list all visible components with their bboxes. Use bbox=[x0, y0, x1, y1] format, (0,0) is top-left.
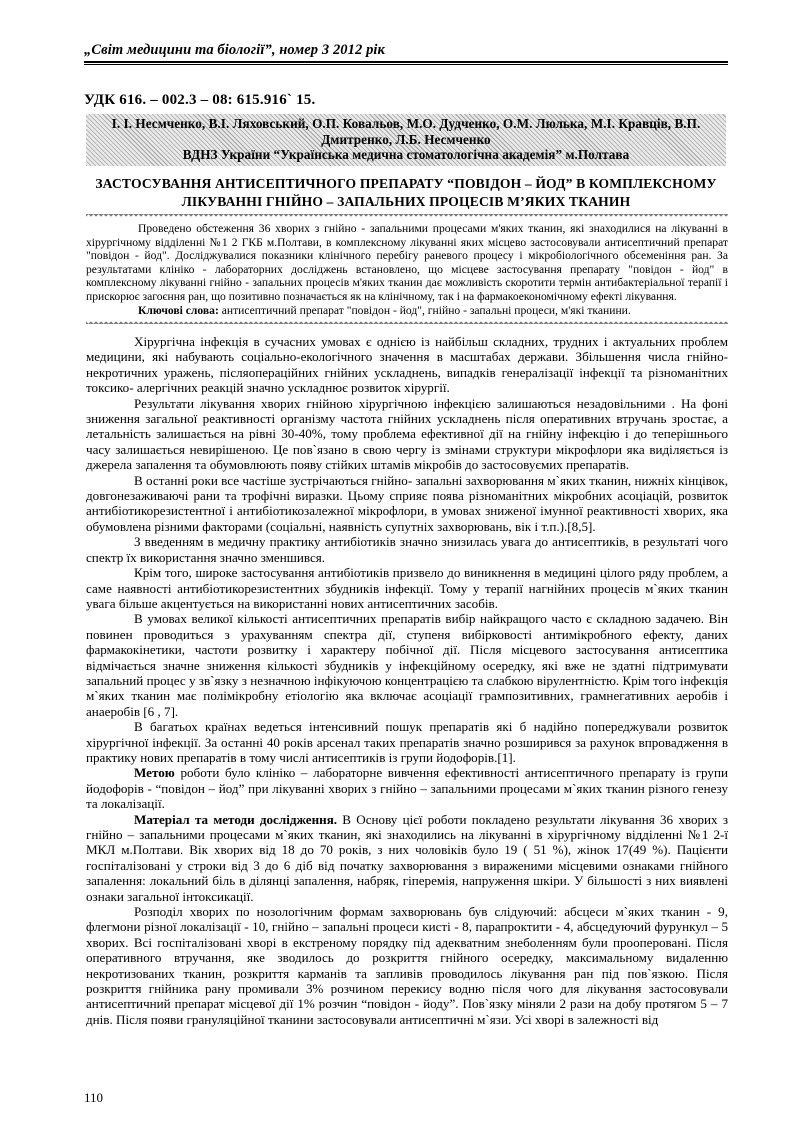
abstract-bottom-zigzag-rule bbox=[86, 318, 728, 324]
body-paragraph-text: В останні роки все частіше зустрічаються гнійно- запальні захворювання м`яких тканин, нижніх кінцівок, довгонезаживаючі рани та трофічні виразки. Цьому сприяє поява різноманітних мікробних асоціацій, розвиток антибіотикорезистентної і антибіотикозалежної мікрофлори, в умовах зниженої імунної реактивності хворих, яка обумовлена різними факторами (соціальні, наявність супутніх захворювань, вік і т.п.).[8,5]. bbox=[86, 472, 728, 534]
abstract-paragraph: Проведено обстеження 36 хворих з гнійно - запальними процесами м'яких тканин, які знаходилися на лікуванні в хірургічному відділенні №1 2 ГКБ м.Полтави, в комплексному лікуванні яких місцево застосовували антисептичний препарат "повідон - йод". Досліджувалися показники клінічного перебігу раневого процесу і мікробіологічного обсеменіння ран. За результатами клініко - лабораторних досліджень встановлено, що місцеве застосування препарату "повідон - йод" в комплексному лікуванні гнійно - запальних процесів м'яких тканин дає можливість скоротити термін антибактеріальної терапії і прискорює загоєння ран, що позитивно позначається як на клінічному, так і на фармакоекономічному ефекті лікування. bbox=[86, 222, 728, 303]
keywords-text: антисептичний препарат "повідон - йод", гнійно - запальні процеси, м'які тканини. bbox=[218, 303, 631, 317]
body-paragraph bbox=[86, 473, 728, 535]
article-title-line-1: ЗАСТОСУВАННЯ АНТИСЕПТИЧНОГО ПРЕПАРАТУ “ПОВІДОН – ЙОД” В КОМПЛЕКСНОМУ bbox=[95, 176, 717, 191]
authors-line-2: Дмитренко, Л.Б. Несмченко bbox=[321, 131, 491, 147]
body-paragraph-text: В багатьох країнах ведеться інтенсивний пошук препаратів які б надійно попереджували розвиток хірургічної інфекції. За останні 40 років арсенал таких препаратів значно розширився за рахунок впровадження в практику нових препаратів в тому числі антисептиків із групи йодофорів.[1]. bbox=[86, 719, 728, 765]
body-paragraph-text: З введенням в медичну практику антибіотиків значно знизилась увага до антисептиків, в результаті чого спектр їх використання значно зменшився. bbox=[86, 534, 728, 565]
body-paragraph bbox=[86, 611, 728, 719]
body-paragraph bbox=[86, 765, 728, 811]
running-head-rule-secondary bbox=[84, 64, 728, 65]
abstract-block bbox=[86, 214, 728, 324]
article-body bbox=[86, 334, 728, 1027]
body-paragraph-text: Крім того, широке застосування антибіотиків призвело до виникнення в медицині цілого ряду проблем, а саме наявності антибіотикорезистентних збудників інфекції. Тому у терапії нагнійних процесів м`яких тканин увага більше акцентується на використанні нових антисептичних засобів. bbox=[86, 565, 728, 611]
running-head-area bbox=[84, 42, 728, 65]
body-paragraph-text: роботи було клініко – лабораторне вивчення ефективності антисептичного препарату із групи йодофорів - “повідон – йод” при лікуванні хворих з гнійно – запальними процесами м`яких тканин різного генезу та локалізації. bbox=[86, 765, 728, 812]
keywords-label: Ключові слова: bbox=[138, 303, 219, 317]
authors-band bbox=[86, 114, 726, 166]
body-paragraph-lead: Матеріал та методи дослідження. bbox=[134, 811, 338, 827]
body-paragraph-text: В Основу цієї роботи покладено результати лікування 36 хворих з гнійно – запальними процесами м`яких тканин, які знаходились на лікуванні в хірургічному відділенні №1 2-ї МКЛ м.Полтави. Вік хворих від 18 до 70 років, з них чоловіків було 19 ( 51 %), жінок 17(49 %). Пацієнти госпіталізовані у строки від 3 до 6 діб від початку захворювання з вираженими місцевими ознаками гнійного запалення: локальний біль в ділянці запалення, набряк, гіперемія, напруження шкіри. У більшості з них виявлені ознаки загальної інтоксикації. bbox=[86, 811, 728, 904]
abstract-top-zigzag-rule bbox=[86, 214, 728, 220]
keywords-paragraph bbox=[86, 304, 728, 318]
authors-line-1: І. І. Несмченко, В.І. Ляховський, О.П. Ковальов, М.О. Дудченко, О.М. Люлька, М.І. Кравців, В.П. bbox=[111, 116, 701, 131]
body-paragraph-text: Розподіл хворих по нозологічним формам захворювань був слідуючий: абсцеси м`яких тканин - 9, флегмони різної локалізації - 10, гнійно – запальні процеси кисті - 8, парапроктити - 4, абсцедуючий фурункул – 5 хворих. Всі госпіталізовані хворі в екстреному порядку під адекватним знеболенням були прооперовані. Після оперативного втручання, яке зводилось до розкриття гнійного осередку, максимальному видаленню некротизованих тканин, розкриття карманів та запливів проводилось лікування ран під пов`язкою. Після розкриття гнійника рану промивали 3% розчином перекису водню після чого для лікування застосовували антисептичний препарат місцевої дії 1% розчин “повідон - йоду”. Пов`язку міняли 2 рази на добу протягом 5 – 7 днів. Після появи грануляційної тканини застосовували антисептичні м`язи. Усі хворі в залежності від bbox=[86, 904, 728, 1027]
body-paragraph bbox=[86, 334, 728, 396]
body-paragraph bbox=[86, 534, 728, 565]
body-paragraph-lead: Метою bbox=[134, 765, 175, 781]
article-title bbox=[86, 175, 726, 211]
body-paragraph bbox=[86, 904, 728, 1027]
body-paragraph-text: Результати лікування хворих гнійною хірургічною інфекцією залишаються незадовільними . На фоні зниження загальної реактивності організму частота гнійних ускладнень після оперативних втручань зростає, а летальність залишається на рівні 30-40%, тому проблема ефективної дії на гнійну інфекцію і до теперішнього часу залишається невирішеною. Це пов`язано в свою чергу із змінами структури мікрофлори яка виділяється із джерела запалення та обумовлюють появу стійких штамів мікробів до застосовуємих препаратів. bbox=[86, 395, 728, 473]
abstract-text bbox=[86, 220, 728, 318]
running-head-text: „Світ медицини та біології”, номер 3 2012 рік bbox=[84, 42, 385, 58]
body-paragraph bbox=[86, 565, 728, 611]
body-paragraph-text: Хірургічна інфекція в сучасних умовах є однією із найбільш складних, трудних і актуальних проблем медицини, які набувають соціально-екологічного значення в масштабах держави. Збільшення числа гнійно-некротичних уражень, післяопераційних гнійних ускладнень, випадків генералізації інфекції та різноманітних токсико- алергічних реакцій значно ускладнює розвиток хірургії. bbox=[86, 334, 728, 396]
article-title-line-2: ЛІКУВАННІ ГНІЙНО – ЗАПАЛЬНИХ ПРОЦЕСІВ М’ЯКИХ ТКАНИН bbox=[181, 194, 631, 209]
running-head-rule bbox=[84, 61, 728, 63]
page-number: 110 bbox=[84, 1090, 104, 1105]
udc-code: УДК 616. – 002.3 – 08: 615.916` 15. bbox=[84, 92, 316, 108]
body-paragraph bbox=[86, 719, 728, 765]
body-paragraph bbox=[86, 812, 728, 904]
affiliation-line: ВДНЗ України “Українська медична стоматологічна академія” м.Полтава bbox=[182, 147, 630, 162]
body-paragraph bbox=[86, 396, 728, 473]
body-paragraph-text: В умовах великої кількості антисептичних препаратів вибір найкращого часто є складною задачею. Він повинен проводиться з урахуванням спектра дії, ступеня вибірковості антимікробного ефекту, даних фармакокінетики, частоти розвитку і характеру побічної дії. Після місцевого застосування антисептика відмічається значне зниження кількості збудників у інфекційному осередку, які вже не здатні підтримувати запальний процес у зв`язку з незначною інфікуючою концентрацією та слабкою вірулентністю. Крім того інфекція м`яких тканин має полімікробну етіологію яка включає асоціації грампозитивних, грамнегативних аеробів і анаеробів [6 , 7]. bbox=[86, 611, 728, 719]
